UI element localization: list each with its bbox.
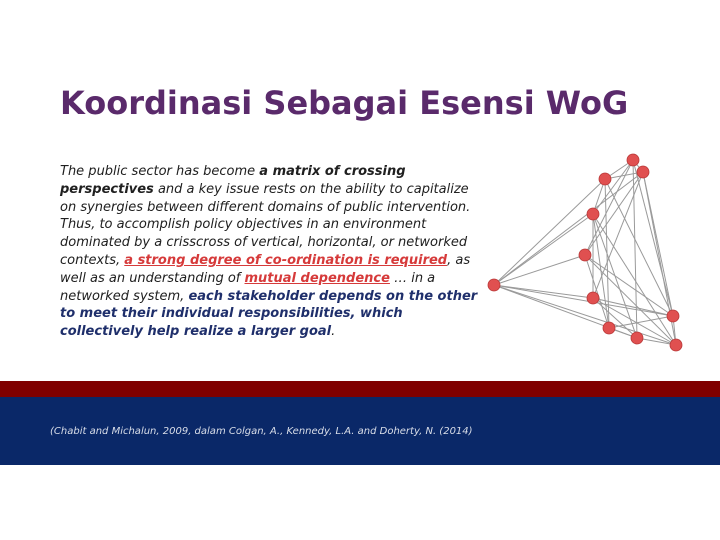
network-edge [494,285,676,345]
network-node [667,310,679,322]
network-node [637,166,649,178]
network-edge [494,255,585,285]
network-node [599,173,611,185]
network-nodes [488,154,682,351]
network-node [670,339,682,351]
network-edge [494,214,593,285]
emphasis-mutual-dependence: mutual dependence [244,270,390,286]
body-text-run: , as well as an understanding of [60,252,471,286]
network-node [579,249,591,261]
network-edge [609,316,673,328]
network-node [587,292,599,304]
network-graph-icon [480,150,690,370]
network-edge [593,298,673,316]
network-node [603,322,615,334]
slide-title: Koordinasi Sebagai Esensi WoG [60,84,629,122]
network-edge [494,285,673,316]
body-text-run: . [331,324,336,340]
emphasis-matrix: a matrix of crossing perspectives [60,164,406,197]
network-edge [605,179,673,316]
emphasis-coordination: a strong degree of co-ordination is required [124,252,448,268]
network-node [631,332,643,344]
network-node [587,208,599,220]
network-edge [633,160,637,338]
body-text-run: and a key issue rests on the ability to capitalize on synergies between different domains of public intervention. Thus, to accomplish policy objectives in an environment dominated by a crisscross of vertical, horizontal, or networked contexts, [60,181,471,268]
network-node [488,279,500,291]
body-text [60,163,488,341]
divider-band-red [0,381,720,397]
network-edge [494,285,593,298]
citation: (Chabit and Michalun, 2009, dalam Colgan, A., Kennedy, L.A. and Doherty, N. (2014) [50,426,473,437]
body-text-run: The public sector has become [60,164,260,179]
network-node [627,154,639,166]
network-edge [494,179,605,285]
body-text-run: … in a networked system, [60,270,436,304]
emphasis-stakeholder: each stakeholder depends on the other to meet their individual responsibilities, which collectively help realize a larger goal [60,288,478,340]
